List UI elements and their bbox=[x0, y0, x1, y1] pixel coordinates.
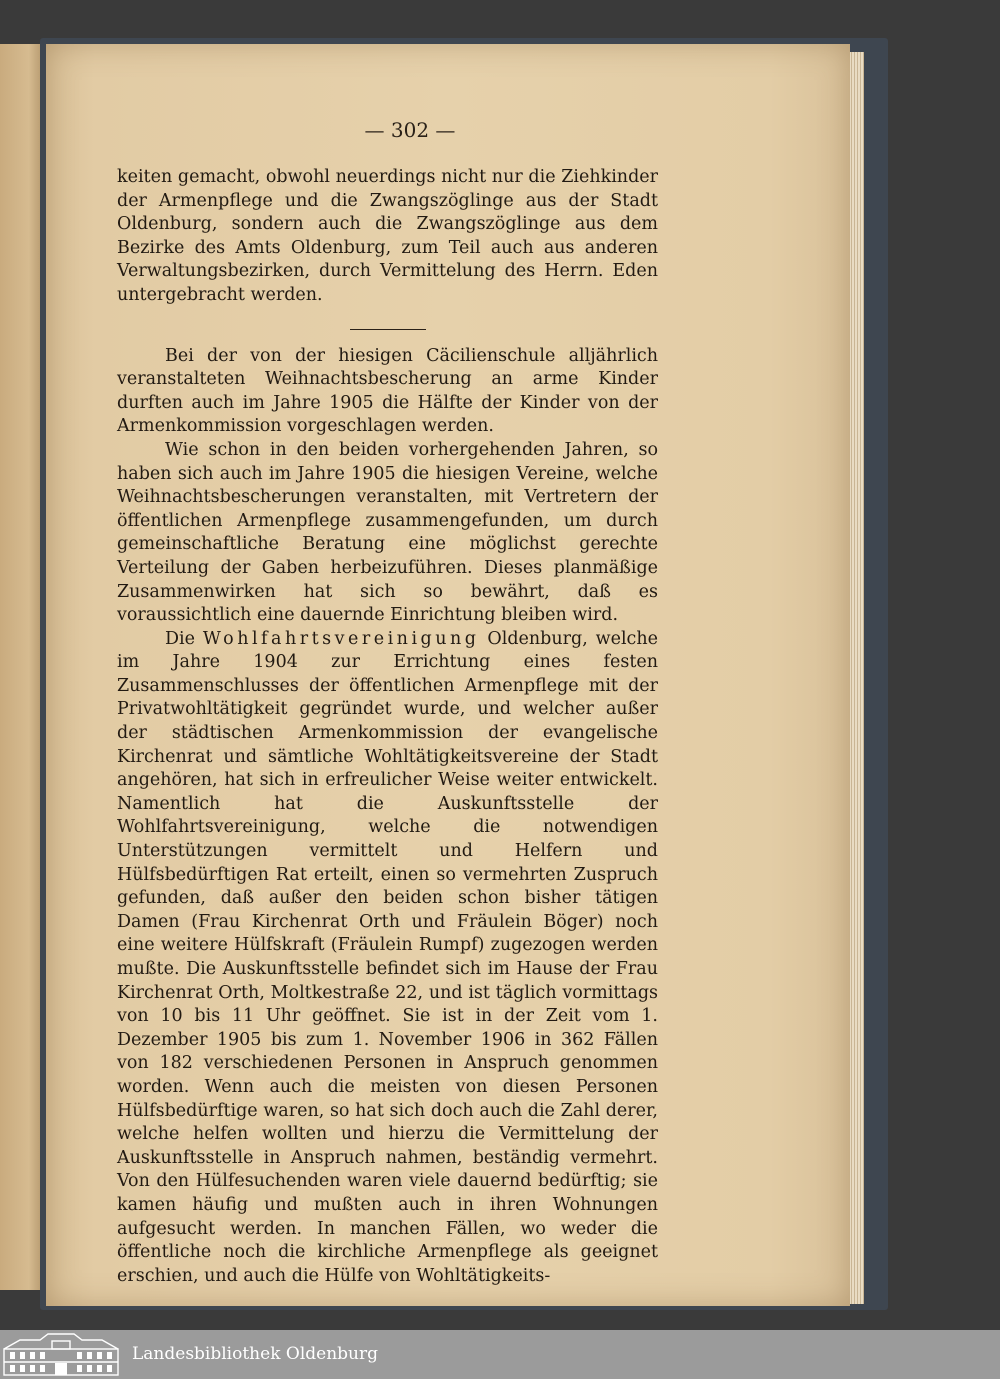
paragraph-4-rest: Oldenburg, welche im Jahre 1904 zur Errichtung eines festen Zusammenschlusses der öffentlichen Armenpflege mit der Privatwohltätigkeit gegründet wurde, und welcher außer der städtischen Armenkommission der evangelische Kirchenrat und sämtliche Wohltätigkeitsvereine der Stadt angehören, hat sich in erfreulicher Weise weiter entwickelt. Namentlich hat die Auskunftsstelle der Wohlfahrtsvereinigung, welche die notwendigen Unterstützungen vermittelt und Helfern und Hülfsbedürftigen Rat erteilt, einen so vermehrten Zuspruch gefunden, daß außer den beiden schon bisher tätigen Damen (Frau Kirchenrat Orth und Fräulein Böger) noch eine weitere Hülfskraft (Fräulein Rumpf) zugezogen werden mußte. Die Auskunftsstelle befindet sich im Hause der Frau Kirchenrat Orth, Moltkestraße 22, und ist täglich vormittags von 10 bis 11 Uhr geöffnet. Sie ist in der Zeit vom 1. Dezember 1905 bis zum 1. November 1906 in 362 Fällen von 182 verschiedenen Personen in Anspruch genommen worden. Wenn auch die meisten von diesen Personen Hülfsbedürftige waren, so hat sich doch auch die Zahl derer, welche helfen wollten und hierzu die Vermittelung der Auskunftsstelle in Anspruch nahmen, beständig vermehrt. Von den Hülfesuchenden waren viele dauernd bedürftig; sie kamen häufig und mußten auch in ihren Wohnungen aufgesucht werden. In manchen Fällen, wo weder die öffentliche noch die kirchliche Armenpflege als geeignet erschien, und auch die Hülfe von Wohltätigkeits- bbox=[117, 628, 658, 1286]
paragraph-4-lead: Die bbox=[165, 628, 195, 649]
library-name: Landesbibliothek Oldenburg bbox=[132, 1344, 379, 1364]
page-number: — 302 — bbox=[364, 118, 456, 142]
paragraph-2: Bei der von der hiesigen Cäcilienschule alljährlich veranstalteten Weihnachtsbescherung an arme Kinder durften auch im Jahre 1905 die Hälfte der Kinder von der Armenkommission vorgeschlagen werden. bbox=[117, 345, 658, 437]
footer-bar bbox=[0, 1330, 1000, 1379]
section-divider bbox=[350, 329, 426, 330]
page-body bbox=[117, 166, 658, 1288]
library-building-icon bbox=[0, 1332, 122, 1377]
paragraph-1: keiten gemacht, obwohl neuerdings nicht nur die Ziehkinder der Armenpflege und die Zwangszöglinge aus der Stadt Oldenburg, sondern auch die Zwangszöglinge aus dem Bezirke des Amts Oldenburg, zum Teil auch aus anderen Verwaltungsbezirken, durch Vermittelung des Herrn. Eden untergebracht werden. bbox=[117, 167, 658, 305]
spaced-term: Wohlfahrtsvereinigung bbox=[202, 628, 480, 649]
paragraph-3: Wie schon in den beiden vorhergehenden Jahren, so haben sich auch im Jahre 1905 die hiesigen Vereine, welche Weihnachtsbescherungen veranstalten, mit Vertretern der öffentlichen Armenpflege zusammengefunden, um durch gemeinschaftliche Beratung eine möglichst gerechte Verteilung der Gaben herbeizuführen. Dieses planmäßige Zusammenwirken hat sich so bewährt, daß es voraussichtlich eine dauernde Einrichtung bleiben wird. bbox=[117, 439, 658, 626]
paragraph-4 bbox=[117, 628, 658, 1289]
